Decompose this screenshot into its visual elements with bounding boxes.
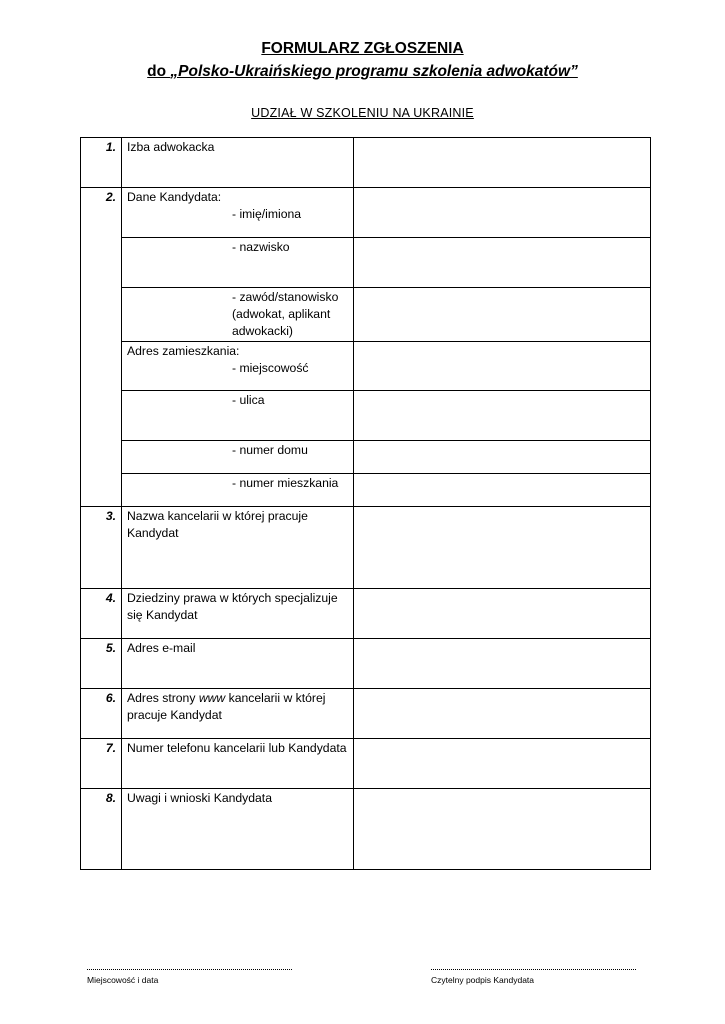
- field-label-adres-zamieszkania: [122, 342, 354, 391]
- table-row: [81, 589, 651, 639]
- application-form-table: [80, 137, 651, 870]
- input-numer-domu[interactable]: [354, 441, 651, 474]
- form-subtitle: [0, 63, 725, 81]
- row-number: 2.: [81, 188, 122, 238]
- section-heading: UDZIAŁ W SZKOLENIU NA UKRAINIE: [251, 106, 474, 120]
- row-number: 4.: [81, 589, 122, 639]
- field-label-dziedziny-prawa: Dziedziny prawa w których specjalizuje się Kandydat: [122, 589, 354, 639]
- field-label-imie: - imię/imiona: [232, 207, 302, 221]
- field-label-kancelaria: Nazwa kancelarii w której pracuje Kandydat: [122, 507, 354, 589]
- field-label-izba: Izba adwokacka: [122, 138, 354, 188]
- field-label-numer-mieszkania: - numer mieszkania: [122, 474, 354, 507]
- field-label-ulica: - ulica: [122, 391, 354, 441]
- field-label-email: Adres e-mail: [122, 639, 354, 689]
- input-strona-www[interactable]: [354, 689, 651, 739]
- field-label-miejscowosc: - miejscowość: [232, 361, 309, 375]
- field-label-strona-www: Adres strony www kancelarii w której pracuje Kandydat: [122, 689, 354, 739]
- input-zawod[interactable]: [354, 288, 651, 342]
- row-number: 7.: [81, 739, 122, 789]
- subtitle-program-name: „Polsko-Ukraińskiego programu szkolenia adwokatów”: [170, 63, 578, 80]
- subtitle-prefix: do: [147, 63, 171, 80]
- table-row: [81, 138, 651, 188]
- input-telefon[interactable]: [354, 739, 651, 789]
- signature-line[interactable]: [431, 969, 636, 970]
- form-title: FORMULARZ ZGŁOSZENIA: [261, 40, 464, 57]
- dane-kandydata-heading: Dane Kandydata:: [127, 190, 222, 204]
- input-ulica[interactable]: [354, 391, 651, 441]
- adres-heading: Adres zamieszkania:: [127, 344, 240, 358]
- table-row: [81, 789, 651, 870]
- input-dziedziny-prawa[interactable]: [354, 589, 651, 639]
- row-number: 1.: [81, 138, 122, 188]
- table-row: [81, 507, 651, 589]
- row-number: 8.: [81, 789, 122, 870]
- row-number: 3.: [81, 507, 122, 589]
- input-nazwisko[interactable]: [354, 238, 651, 288]
- table-row: [81, 639, 651, 689]
- input-izba-adwokacka[interactable]: [354, 138, 651, 188]
- table-row: [81, 474, 651, 507]
- place-date-line[interactable]: [87, 969, 292, 970]
- table-row: [81, 342, 651, 391]
- table-row: [81, 238, 651, 288]
- place-date-label: Miejscowość i data: [87, 975, 159, 985]
- field-label-uwagi: Uwagi i wnioski Kandydata: [122, 789, 354, 870]
- input-miejscowosc[interactable]: [354, 342, 651, 391]
- field-label-nazwisko: - nazwisko: [122, 238, 354, 288]
- input-kancelaria[interactable]: [354, 507, 651, 589]
- field-label-numer-domu: - numer domu: [122, 441, 354, 474]
- row-number: 6.: [81, 689, 122, 739]
- table-row: [81, 288, 651, 342]
- field-label-dane-kandydata: [122, 188, 354, 238]
- table-row: [81, 739, 651, 789]
- field-label-telefon: Numer telefonu kancelarii lub Kandydata: [122, 739, 354, 789]
- table-row: [81, 441, 651, 474]
- input-numer-mieszkania[interactable]: [354, 474, 651, 507]
- input-uwagi[interactable]: [354, 789, 651, 870]
- table-row: [81, 188, 651, 238]
- signature-label: Czytelny podpis Kandydata: [431, 975, 535, 985]
- table-row: [81, 689, 651, 739]
- field-label-zawod: - zawód/stanowisko (adwokat, aplikant adwokacki): [122, 288, 354, 342]
- row-number: 5.: [81, 639, 122, 689]
- input-email[interactable]: [354, 639, 651, 689]
- table-row: [81, 391, 651, 441]
- input-imie[interactable]: [354, 188, 651, 238]
